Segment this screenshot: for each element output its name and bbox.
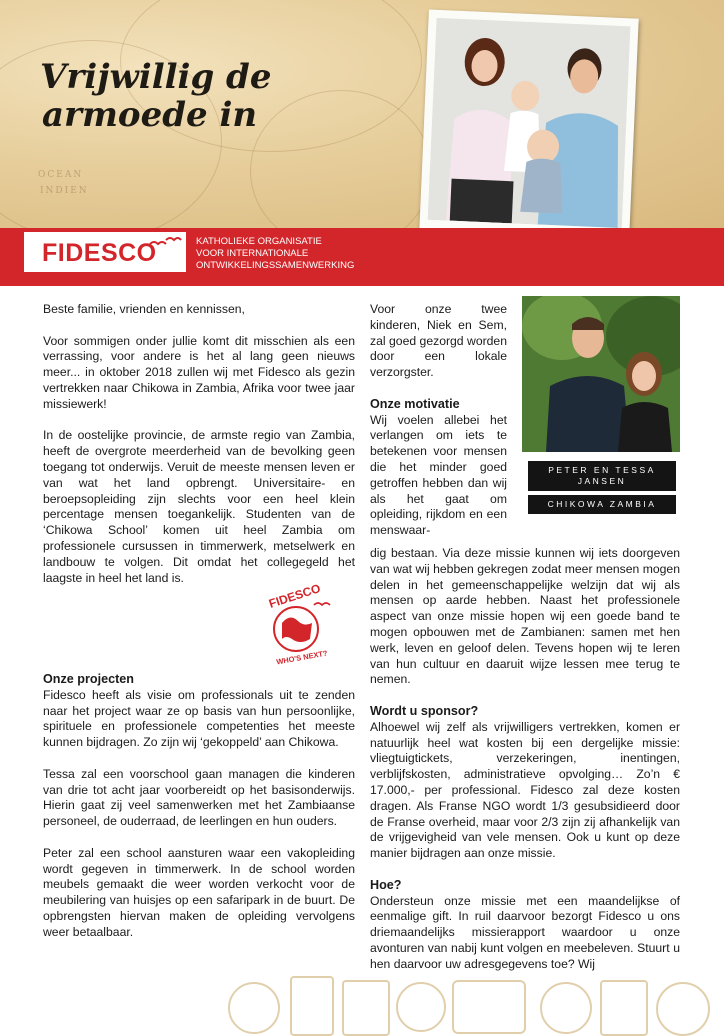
map-label: INDIEN: [40, 186, 89, 196]
stamp-icon: [540, 982, 592, 1034]
stamp-icon: [656, 982, 710, 1036]
tagline-line: ONTWIKKELINGSSAMENWERKING: [196, 260, 355, 271]
fidesco-stamp: [252, 583, 340, 671]
tagline-line: VOOR INTERNATIONALE: [196, 248, 309, 259]
caption-names: [528, 461, 676, 491]
title-line-1: Vrijwillig de: [40, 57, 272, 97]
logo-text: FIDESCO: [42, 239, 157, 267]
right-column-narrow: [370, 302, 507, 539]
organization-tagline: [196, 236, 354, 272]
paragraph: Voor onze twee kinderen, Niek en Sem, zal goed gezorgd worden door een lokale verzorgster.: [370, 302, 507, 380]
paragraph: Ondersteun onze missie met een maandelijkse of eenmalige gift. In ruil daarvoor bezorgt Fidesco u ons driemaandelijks missierapport waardoor u onze avonturen van nabij kunt volgen en meebeleven. Stuurt u hen daarvoor uw adresgegevens toe? Wij: [370, 893, 680, 971]
section-heading-projects: Onze projecten: [43, 672, 134, 686]
paragraph: Fidesco heeft als visie om professionals uit te zenden naar het project waar ze op basis van hun persoonlijke, spirituele en professionele competenties het meeste kunnen bijdragen. Zo zijn wij ‘gekoppeld’ aan Chikowa.: [43, 687, 355, 750]
stamp-icon: [452, 980, 526, 1034]
fidesco-logo: [24, 232, 186, 272]
section-heading-motivation: Onze motivatie: [370, 396, 460, 411]
couple-photo: [522, 296, 680, 452]
page-title: [40, 58, 271, 134]
map-label: OCEAN: [38, 170, 84, 180]
couple-illustration: [522, 296, 680, 452]
caption-place: [528, 495, 676, 514]
stamp-text: FIDESCO: [267, 581, 323, 611]
stamp-icon: [396, 982, 446, 1032]
right-column-wide: [370, 546, 680, 988]
stamp-subtext: WHO'S NEXT?: [275, 648, 329, 667]
left-column: [43, 302, 355, 602]
stamp-icon: [600, 980, 648, 1036]
family-photo-image: [428, 18, 631, 228]
paragraph: Alhoewel wij zelf als vrijwilligers vertrekken, komen er natuurlijk heel wat kosten bij een dergelijke missie: vliegtuigtickets, verzekeringen, inentingen, verblijfskosten, administratieve opvolging… Zo’n € 17.000,- per professional. Fidesco zal deze kosten dragen. Als Franse NGO wordt 1/3 gesubsidieerd door de Franse overheid, maar voor 2/3 zijn zij afhankelijk van de vrijgevigheid van vele mensen. Ook u kunt op deze manier bijdragen aan onze missie.: [370, 719, 680, 861]
greeting: Beste familie, vrienden en kennissen,: [43, 302, 245, 316]
paragraph: dig bestaan. Via deze missie kunnen wij iets doorgeven van wat wij hebben gekregen zodat meer mensen mogen delen in het gemeenschappelijke welzijn dat wij als mensen op aarde hebben. Naast het professionele aspect van onze missie hopen wij een goede band te mogen opbouwen met de Zambianen: samen met hen werk, leven en geloof delen. Tevens hopen wij te leren van hun cultuur en daaruit wijze lessen mee terug te nemen.: [370, 546, 680, 687]
paragraph: Peter zal een school aansturen waar een vakopleiding wordt gegeven in timmerwerk. In de school worden meubels gemaakt die weer worden verkocht voor de meubilering van huisjes op een safaripark in de buurt. De opbrengsten hiervan maken de opleiding vervolgens weer betaalbaar.: [43, 845, 355, 939]
left-column-continued: [43, 672, 355, 956]
section-heading-how: Hoe?: [370, 877, 402, 892]
stamp-icon: [342, 980, 390, 1036]
birds-icon: [148, 234, 182, 250]
stamp-icon: [290, 976, 334, 1036]
paragraph: In de oostelijke provincie, de armste regio van Zambia, heeft de overgrote meerderheid van de bevolking geen toegang tot onderwijs. Veruit de meeste mensen leven er van wat het land opbrengt. Universitaire- en beroepsopleiding zijn slechts voor een heel klein percentage mensen toegankelijk. Studenten van de ‘Chikowa School’ komen uit heel Zambia om professionele cursussen in timmerwerk, metselwerk en landbouw te volgen. Dit omdat het collegegeld het laagste in heel het land is.: [43, 428, 355, 585]
paragraph: Voor sommigen onder jullie komt dit misschien als een verrassing, voor andere is het al lang geen nieuws meer... in oktober 2018 zullen wij met Fidesco als gezin vertrekken naar Chikowa in Zambia, Afrika voor twee jaar missiewerk!: [43, 333, 355, 411]
paragraph: Tessa zal een voorschool gaan managen die kinderen van drie tot acht jaar voorbereidt op het basisonderwijs. Hierin gaat zij veel samenwerken met het Zambiaanse personeel, de ouderraad, de leerlingen en hun ouders.: [43, 766, 355, 829]
title-line-2: armoede in: [42, 95, 258, 135]
caption-text: PETER EN TESSA JANSEN: [548, 465, 656, 486]
decorative-stamps: [0, 972, 724, 1024]
section-heading-sponsor: Wordt u sponsor?: [370, 703, 479, 718]
tagline-line: KATHOLIEKE ORGANISATIE: [196, 236, 322, 247]
paragraph: Wij voelen allebei het verlangen om iets te betekenen voor mensen die het minder goed getroffen hebben dan wij als het gaat om opleiding, rijkdom en een menswaar-: [370, 412, 507, 538]
family-illustration: [428, 18, 631, 228]
family-photo: [419, 10, 638, 241]
caption-text: CHIKOWA ZAMBIA: [547, 499, 657, 509]
stamp-icon: [228, 982, 280, 1034]
